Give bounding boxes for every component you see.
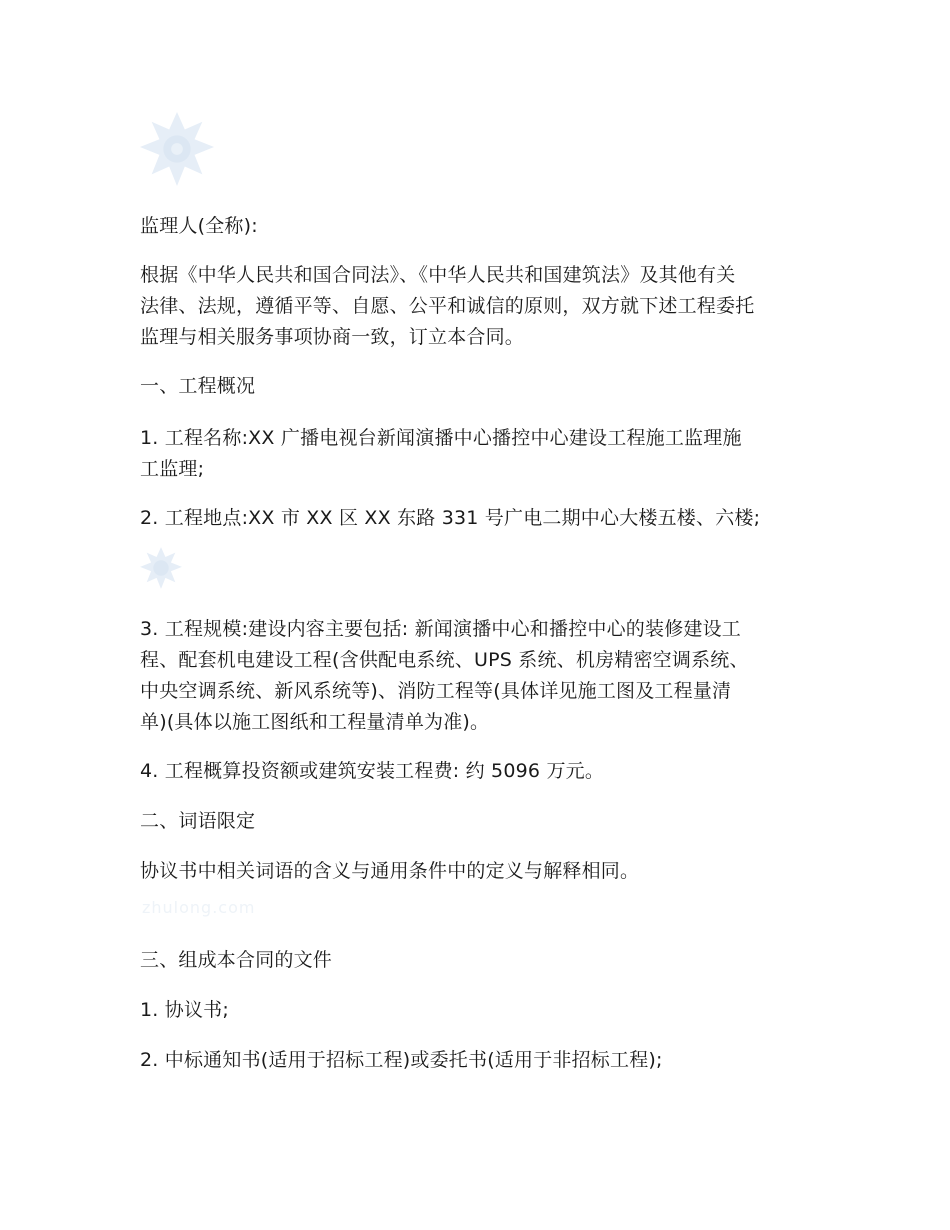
supervisor-label: 监理人(全称): xyxy=(140,215,258,237)
watermark-text: zhulong.com xyxy=(142,898,256,917)
item2: 2. 工程地点:XX 市 XX 区 XX 东路 331 号广电二期中心大楼五楼、六楼; xyxy=(140,507,761,529)
item3-line-2: 程、配套机电建设工程(含供配电系统、UPS 系统、机房精密空调系统、 xyxy=(140,649,749,671)
item3-line-3: 中央空调系统、新风系统等)、消防工程等(具体详见施工图及工程量清 xyxy=(140,680,732,702)
section3-title: 三、组成本合同的文件 xyxy=(140,949,333,971)
preamble-line-3: 监理与相关服务事项协商一致，订立本合同。 xyxy=(140,326,525,348)
doc-item-1: 1. 协议书; xyxy=(140,999,229,1021)
item3-line-1: 3. 工程规模:建设内容主要包括: 新闻演播中心和播控中心的装修建设工 xyxy=(140,618,742,640)
watermark-logo-icon xyxy=(138,110,216,188)
watermark-logo-small-icon xyxy=(139,546,183,590)
item3-line-4: 单)(具体以施工图纸和工程量清单为准)。 xyxy=(140,711,490,733)
preamble-line-1: 根据《中华人民共和国合同法》、《中华人民共和国建筑法》及其他有关 xyxy=(140,264,736,286)
item1-line-2: 工监理; xyxy=(140,458,205,480)
item4: 4. 工程概算投资额或建筑安装工程费: 约 5096 万元。 xyxy=(140,760,605,782)
item1-line-1: 1. 工程名称:XX 广播电视台新闻演播中心播控中心建设工程施工监理施 xyxy=(140,427,742,449)
section2-body: 协议书中相关词语的含义与通用条件中的定义与解释相同。 xyxy=(140,860,640,882)
section2-title: 二、词语限定 xyxy=(140,810,256,832)
preamble-line-2: 法律、法规，遵循平等、自愿、公平和诚信的原则，双方就下述工程委托 xyxy=(140,295,755,317)
doc-item-2: 2. 中标通知书(适用于招标工程)或委托书(适用于非招标工程); xyxy=(140,1049,663,1071)
section1-title: 一、工程概况 xyxy=(140,375,256,397)
